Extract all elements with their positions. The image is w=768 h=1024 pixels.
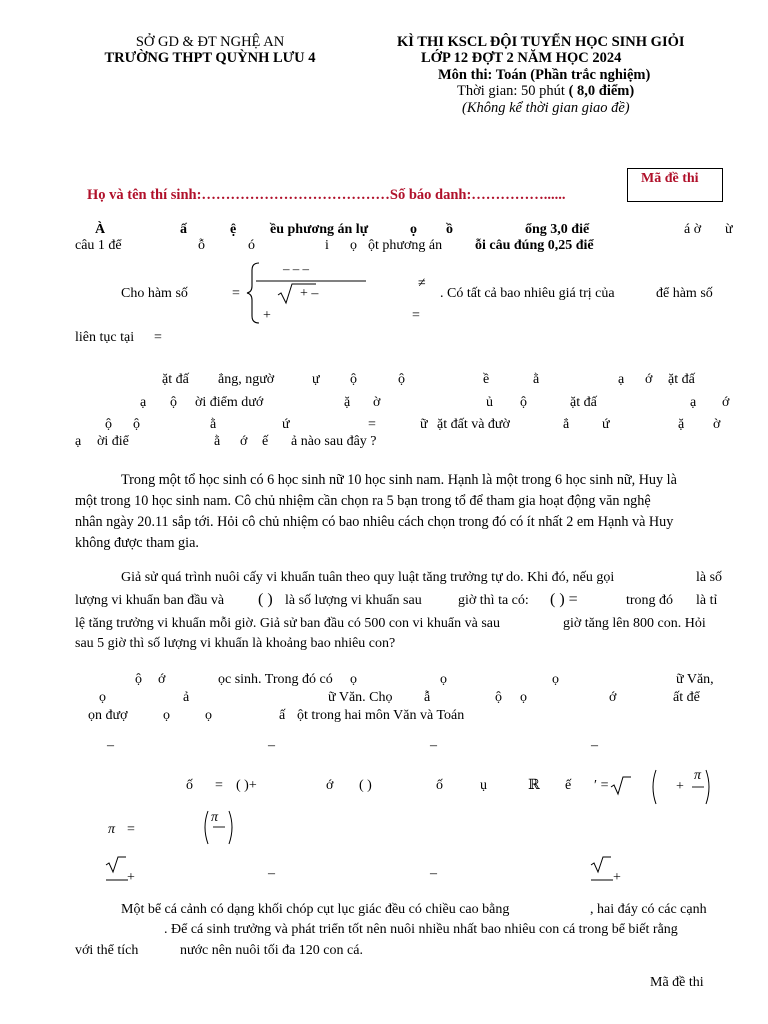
q7-line-2: . Để cá sinh trưởng và phát triển tốt nên nuôi nhiều nhất bao nhiêu con cá trong bể biết rằng	[164, 922, 678, 937]
q4-paren-2: ( ) =	[550, 591, 578, 608]
q2-line-2-fragment: ớ	[722, 395, 730, 410]
q5-line-2-fragment: ẫ	[424, 690, 431, 705]
q6-plus: +	[676, 779, 684, 794]
q6-line-1-fragment: ố	[186, 778, 193, 793]
q5-line-1-fragment: ọ	[440, 672, 447, 687]
q6-option-a-plus[interactable]: +	[127, 870, 135, 885]
q2-line-2-fragment: ủ	[486, 395, 493, 410]
q6-line-1-fragment: ( )	[359, 778, 372, 793]
instructions-line-2-fragment: i	[325, 238, 329, 253]
q6-line-1-fragment: ℝ	[528, 778, 540, 793]
q2-line-4-fragment: ả nào sau đây ?	[291, 434, 377, 449]
q7-line-1b: , hai đáy có các cạnh	[590, 902, 707, 917]
q6-line-1-fragment: ế	[565, 778, 572, 793]
exam-points: ( 8,0 điểm)	[568, 83, 635, 99]
instructions-line-1-fragment: ọ	[410, 222, 417, 237]
q3-line-3: nhân ngày 20.11 sắp tới. Hỏi cô chủ nhiệm có bao nhiêu cách chọn trong đó có ít nhất 2 em Hạnh và Huy	[75, 514, 674, 530]
q2-line-3-fragment: ứ	[602, 417, 610, 432]
exam-note: (Không kể thời gian giao đề)	[462, 100, 630, 116]
q5-line-1-fragment: ộ	[135, 672, 142, 687]
q2-line-1-fragment: ằ	[533, 372, 540, 387]
q5-line-1-fragment: ữ Văn,	[676, 672, 714, 687]
q5-line-3-fragment: ột trong hai môn Văn và Toán	[297, 708, 465, 723]
q5-option-b[interactable]: –	[268, 738, 275, 753]
q4-line-1b: là số	[696, 570, 723, 585]
q2-line-4-fragment: ằ	[214, 434, 221, 449]
q5-line-2-fragment: ả	[183, 690, 190, 705]
q2-line-3-fragment: ứ	[282, 417, 290, 432]
q2-line-2-fragment: ặt đấ	[570, 395, 597, 410]
q7-line-3b: nước nên nuôi tối đa 120 con cá.	[180, 943, 363, 958]
q6-line2-paren	[203, 810, 235, 846]
q5-line-1-fragment: ọ	[350, 672, 357, 687]
q2-line-2-fragment: ặ	[344, 395, 351, 410]
q1-question-tail: . Có tất cả bao nhiêu giá trị của	[440, 286, 615, 301]
q2-line-3-fragment: ặt đất và đườ	[437, 417, 510, 432]
q2-line-2-fragment: ạ	[140, 395, 147, 410]
q4-line-2d: trong đó	[626, 593, 674, 608]
q4-line-3a: lệ tăng trưởng vi khuẩn mỗi giờ. Giả sử ban đầu có 500 con vi khuẩn và sau	[75, 616, 501, 631]
q1-line2-b: =	[154, 330, 162, 345]
q2-line-4-fragment: ạ	[75, 434, 82, 449]
instructions-line-2-fragment: ỗ	[198, 238, 205, 253]
q5-option-a[interactable]: –	[107, 738, 114, 753]
q1-equals: =	[232, 286, 240, 301]
q6-line-1-fragment: ′ =	[594, 778, 609, 793]
instructions-line-2-fragment: câu 1 để	[75, 238, 122, 253]
exam-time-text: Thời gian: 50 phút	[457, 83, 569, 99]
q1-intro: Cho hàm số	[121, 286, 188, 301]
exam-title: KÌ THI KSCL ĐỘI TUYỂN HỌC SINH GIỎI	[397, 34, 685, 50]
q5-line-3-fragment: ọ	[205, 708, 212, 723]
q2-line-3-fragment: ữ	[420, 417, 428, 432]
q1-question-tail-2: để hàm số	[656, 286, 713, 301]
q2-line-1-fragment: ẳng, ngườ	[218, 372, 275, 387]
q3-line-4: không được tham gia.	[75, 535, 199, 551]
exam-code-label: Mã đề thi	[641, 171, 699, 186]
q2-line-1-fragment: ộ	[350, 372, 357, 387]
q4-line-2b: là số lượng vi khuẩn sau	[285, 593, 422, 608]
q5-line-2-fragment: ộ	[495, 690, 502, 705]
q2-line-1-fragment: ề	[483, 372, 490, 387]
q6-option-d-sqrt	[591, 856, 613, 888]
footer-exam-code: Mã đề thi	[650, 975, 704, 990]
q6-line2-pi-numerator: π	[211, 810, 219, 825]
q1-neq: ≠	[418, 276, 426, 291]
q5-line-2-fragment: ớ	[609, 690, 617, 705]
q2-line-2-fragment: ạ	[690, 395, 697, 410]
instructions-line-1-fragment: ều phương án lự	[270, 222, 369, 237]
instructions-line-2-fragment: ó	[248, 238, 255, 253]
q6-option-d-plus[interactable]: +	[613, 870, 621, 885]
q4-line-4: sau 5 giờ thì số lượng vi khuẩn là khoảng bao nhiêu con?	[75, 636, 396, 651]
exam-code-box	[627, 168, 723, 202]
q2-line-4-fragment: ời điể	[97, 434, 129, 449]
q2-line-1-fragment: ớ	[645, 372, 653, 387]
q5-line-2-fragment: ất để	[673, 690, 700, 705]
q5-line-2-fragment: ữ Văn. Chọ	[328, 690, 393, 705]
q7-line-3a: với thể tích	[75, 943, 139, 958]
instructions-line-1-fragment: ệ	[230, 222, 237, 237]
q6-line-1-fragment: =	[215, 778, 223, 793]
q5-line-3-fragment: ọn đượ	[88, 708, 128, 723]
q2-line-1-fragment: ự	[312, 372, 320, 387]
q4-line-1a: Giả sử quá trình nuôi cấy vi khuẩn tuân theo quy luật tăng trưởng tự do. Khi đó, nếu gọi	[121, 570, 615, 585]
q2-line-2-fragment: ờ	[373, 395, 381, 410]
q1-line2-a: liên tục tại	[75, 330, 135, 345]
q1-eq2: =	[412, 308, 420, 323]
q5-line-2-fragment: ọ	[99, 690, 106, 705]
exam-subject: Môn thi: Toán (Phần trắc nghiệm)	[438, 67, 651, 83]
q2-line-3-fragment: ặ	[678, 417, 685, 432]
q1-plus: +	[263, 308, 271, 323]
q6-line-1-fragment: ụ	[480, 778, 487, 793]
q6-line2-eq: =	[127, 822, 135, 837]
school-department: SỞ GD & ĐT NGHỆ AN	[135, 34, 285, 50]
q2-line-1-fragment: ộ	[398, 372, 405, 387]
q6-pi-numerator: π	[694, 768, 702, 783]
q5-option-c[interactable]: –	[430, 738, 437, 753]
q6-line-1-fragment: ố	[436, 778, 443, 793]
instructions-line-1-fragment: ấ	[180, 222, 187, 237]
q2-line-1-fragment: ặt đấ	[668, 372, 695, 387]
q1-numerator-dashes: – – –	[283, 261, 309, 276]
q2-line-2-fragment: ộ	[520, 395, 527, 410]
q1-piecewise-brace	[245, 262, 265, 324]
q2-line-3-fragment: ằ	[210, 417, 217, 432]
q2-line-3-fragment: ờ	[713, 417, 721, 432]
q5-line-3-fragment: ọ	[163, 708, 170, 723]
q2-line-1-fragment: ặt đấ	[162, 372, 189, 387]
q2-line-2-fragment: ời điểm dướ	[195, 395, 264, 410]
q5-line-1-fragment: ọ	[552, 672, 559, 687]
school-name: TRƯỜNG THPT QUỲNH LƯU 4	[104, 50, 316, 66]
q5-line-1-fragment: ọc sinh. Trong đó có	[218, 672, 333, 687]
instructions-line-1-fragment: À	[95, 222, 106, 237]
q5-line-3-fragment: ấ	[279, 708, 286, 723]
q5-option-d[interactable]: –	[591, 738, 598, 753]
q6-option-a-sqrt	[106, 856, 128, 888]
instructions-line-1-fragment: á ờ	[684, 222, 702, 237]
q4-paren-1: ( )	[258, 591, 273, 608]
q2-line-3-fragment: =	[368, 417, 376, 432]
q2-line-1-fragment: ạ	[618, 372, 625, 387]
q7-line-1a: Một bể cá cảnh có dạng khối chóp cụt lục giác đều có chiều cao bằng	[121, 902, 510, 917]
q1-sqrt-inner: + –	[300, 286, 319, 301]
student-info-line[interactable]: Họ và tên thí sinh:…………………………………Số báo danh:……………......	[87, 187, 566, 203]
q2-line-4-fragment: ớ	[240, 434, 248, 449]
q5-line-2-fragment: ọ	[520, 690, 527, 705]
q3-line-2: một trong 10 học sinh nam. Cô chủ nhiệm cần chọn ra 5 bạn trong tổ để tham gia hoạt động văn nghệ	[75, 493, 651, 509]
instructions-line-1-fragment: ổng 3,0 điể	[525, 222, 590, 237]
exam-grade-round: LỚP 12 ĐỢT 2 NĂM HỌC 2024	[421, 50, 622, 66]
instructions-line-2-fragment: ỗi câu đúng 0,25 điể	[475, 238, 594, 253]
q4-line-2e: là tỉ	[696, 593, 718, 608]
q6-option-b[interactable]: –	[268, 866, 275, 881]
instructions-line-1-fragment: ồ	[446, 222, 453, 237]
q6-line2-pi: π	[108, 822, 116, 837]
instructions-line-1-fragment: ừ	[725, 222, 733, 237]
q4-line-2c: giờ thì ta có:	[458, 593, 529, 608]
q2-line-3-fragment: ộ	[105, 417, 112, 432]
instructions-line-2-fragment: ọ	[350, 238, 357, 253]
q2-line-4-fragment: ế	[262, 434, 269, 449]
q2-line-3-fragment: ẳ	[563, 417, 570, 432]
q6-option-c[interactable]: –	[430, 866, 437, 881]
q5-line-1-fragment: ớ	[158, 672, 166, 687]
q6-sqrt-sign	[611, 776, 633, 796]
q6-line-1-fragment: ớ	[326, 778, 334, 793]
exam-time	[457, 83, 634, 100]
q4-line-3b: giờ tăng lên 800 con. Hỏi	[563, 616, 706, 631]
q3-line-1: Trong một tổ học sinh có 6 học sinh nữ 10 học sinh nam. Hạnh là một trong 6 học sinh nữ, Huy là	[121, 472, 677, 488]
q4-line-2a: lượng vi khuẩn ban đầu và	[75, 593, 225, 608]
q2-line-3-fragment: ộ	[133, 417, 140, 432]
q2-line-2-fragment: ộ	[170, 395, 177, 410]
q6-line-1-fragment: ( )+	[236, 778, 257, 793]
instructions-line-2-fragment: ột phương án	[368, 238, 443, 253]
